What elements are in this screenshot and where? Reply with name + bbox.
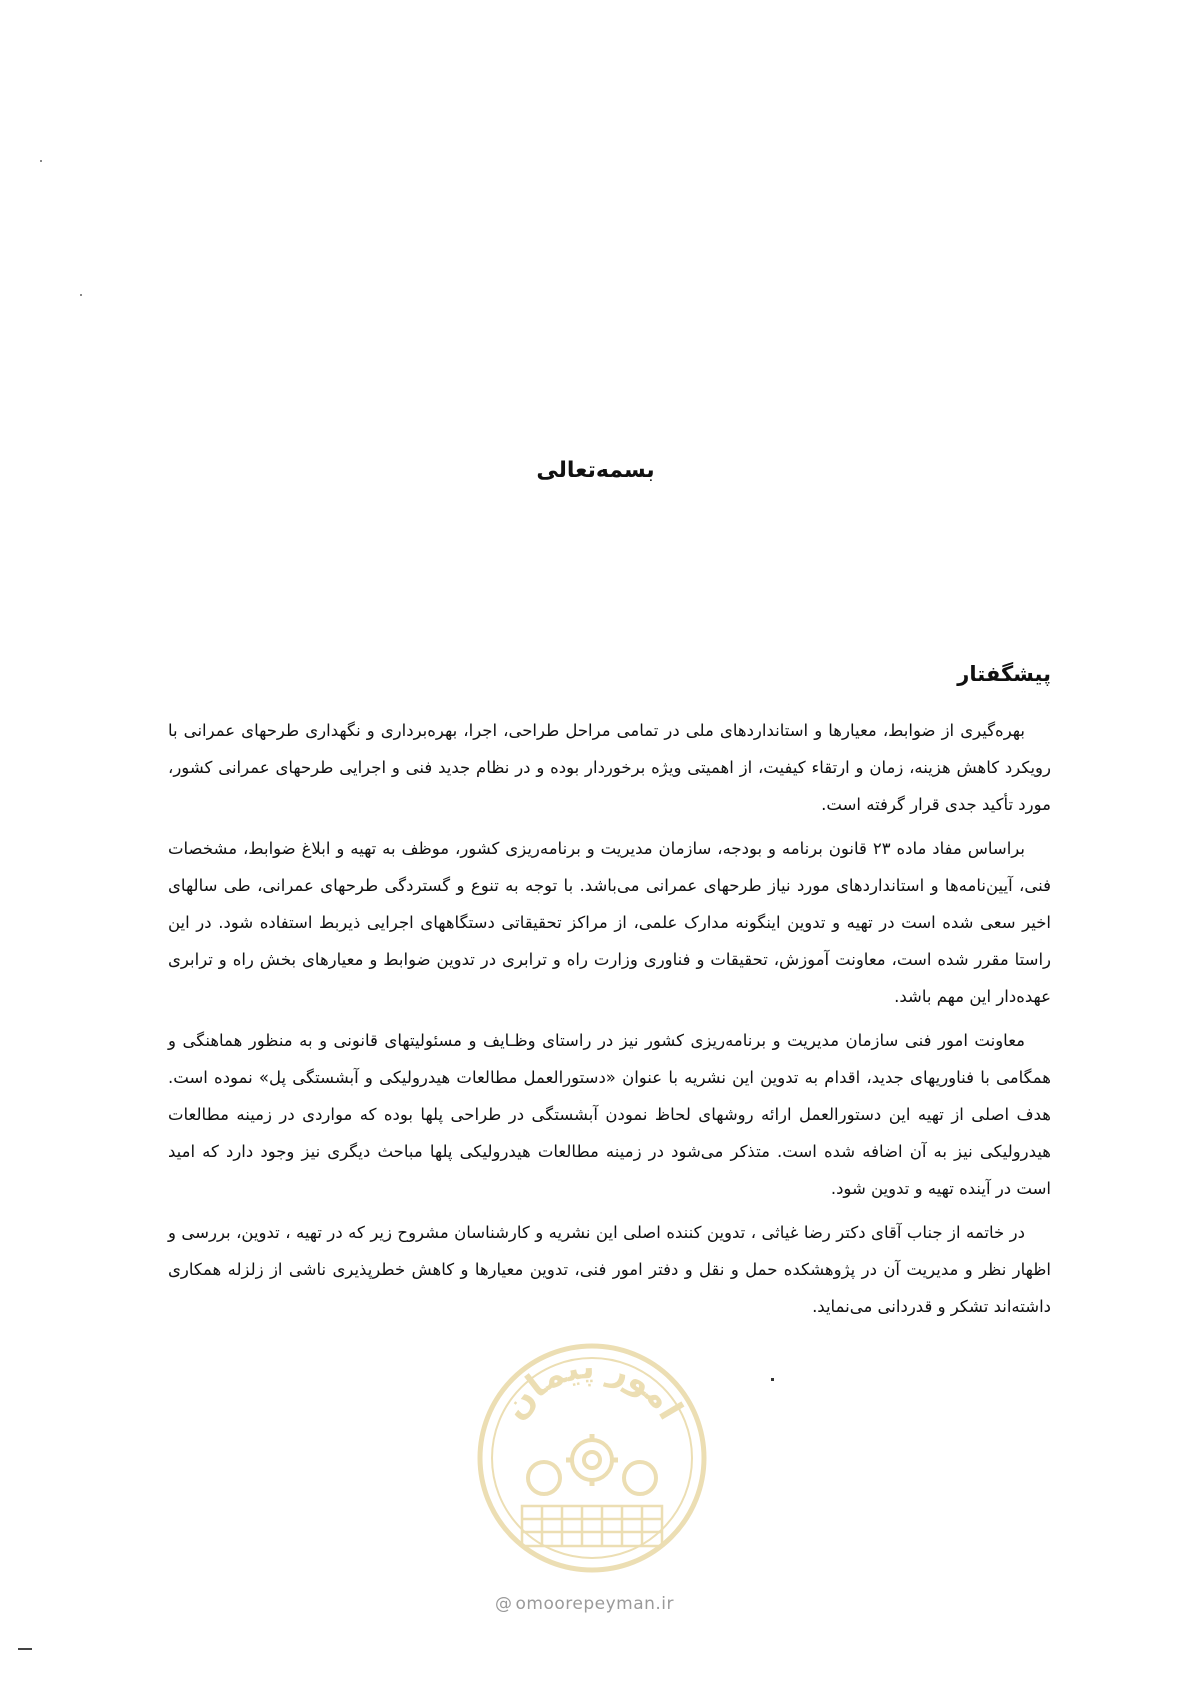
scan-mark <box>18 1648 32 1650</box>
seal-text: امور پیمان <box>494 1346 691 1427</box>
paragraph: معاونت امور فنی سازمان مدیریت و برنامه‌ریزی کشور نیز در راستای وظـایف و مسئولیتهای قانونی و به منظور هماهنگی و همگامی با فناوریهای جدید، اقدام به تدوین این نشریه با عنوان «دستورالعمل مطالعات هیدرولیکی و آبشستگی پل» نموده است. هدف اصلی از تهیه این دستورالعمل ارائه روشهای لحاظ نمودن آبشستگی در طراحی پلها بوده که مواردی در زمینه مطالعات هیدرولیکی نیز به آن اضافه شده است. متذکر می‌شود در زمینه مطالعات هیدرولیکی پلها مباحث دیگری نیز وجود دارد که امید است در آینده تهیه و تدوین شود. <box>168 1031 1051 1198</box>
watermark-seal-icon <box>472 1338 712 1578</box>
paragraph: در خاتمه از جناب آقای دکتر رضا غیاثی ، تدوین کننده اصلی این نشریه و کارشناسان مشروح زیر که در تهیه ، تدوین، بررسی و اظهار نظر و مدیریت آن در پژوهشکده حمل و نقل و دفتر امور فنی، تدوین معیارها و کاهش خطرپذیری ناشی از زلزله همکاری داشته‌اند تشکر و قدردانی می‌نماید. <box>168 1223 1051 1316</box>
basmala-header: بسمه‌تعالی <box>536 458 655 483</box>
at-icon: @ <box>495 1594 513 1614</box>
section-heading: پیشگفتار <box>957 662 1051 686</box>
preface-body <box>168 712 1051 1332</box>
scan-speck <box>40 160 42 162</box>
svg-text:امور پیمان <box>495 1347 691 1427</box>
watermark-site-text: omoorepeyman.ir <box>515 1594 675 1614</box>
paragraph: براساس مفاد ماده ۲۳ قانون برنامه و بودجه، سازمان مدیریت و برنامه‌ریزی کشور، موظف به تهیه و ابلاغ ضوابط، مشخصات فنی، آیین‌نامه‌ها و استانداردهای مورد نیاز طرحهای عمرانی می‌باشد. با توجه به تنوع و گستردگی طرحهای عمرانی، طی سالهای اخیر سعی شده است در تهیه و تدوین اینگونه مدارک علمی، از مراکز تحقیقاتی دستگاههای اجرایی ذیربط استفاده شود. در این راستا مقرر شده است، معاونت آموزش، تحقیقات و فناوری وزارت راه و ترابری در تدوین ضوابط و معیارهای بخش راه و ترابری عهده‌دار این مهم باشد. <box>168 839 1051 1006</box>
watermark-site <box>495 1594 674 1614</box>
scan-speck <box>80 294 82 296</box>
scan-speck <box>771 1378 774 1381</box>
paragraph: بهره‌گیری از ضوابط، معیارها و استانداردهای ملی در تمامی مراحل طراحی، اجرا، بهره‌برداری و نگهداری طرحهای عمرانی با رویکرد کاهش هزینه، زمان و ارتقاء کیفیت، از اهمیتی ویژه برخوردار بوده و در نظام جدید فنی و اجرایی طرحهای عمرانی کشور، مورد تأکید جدی قرار گرفته است. <box>168 721 1051 814</box>
